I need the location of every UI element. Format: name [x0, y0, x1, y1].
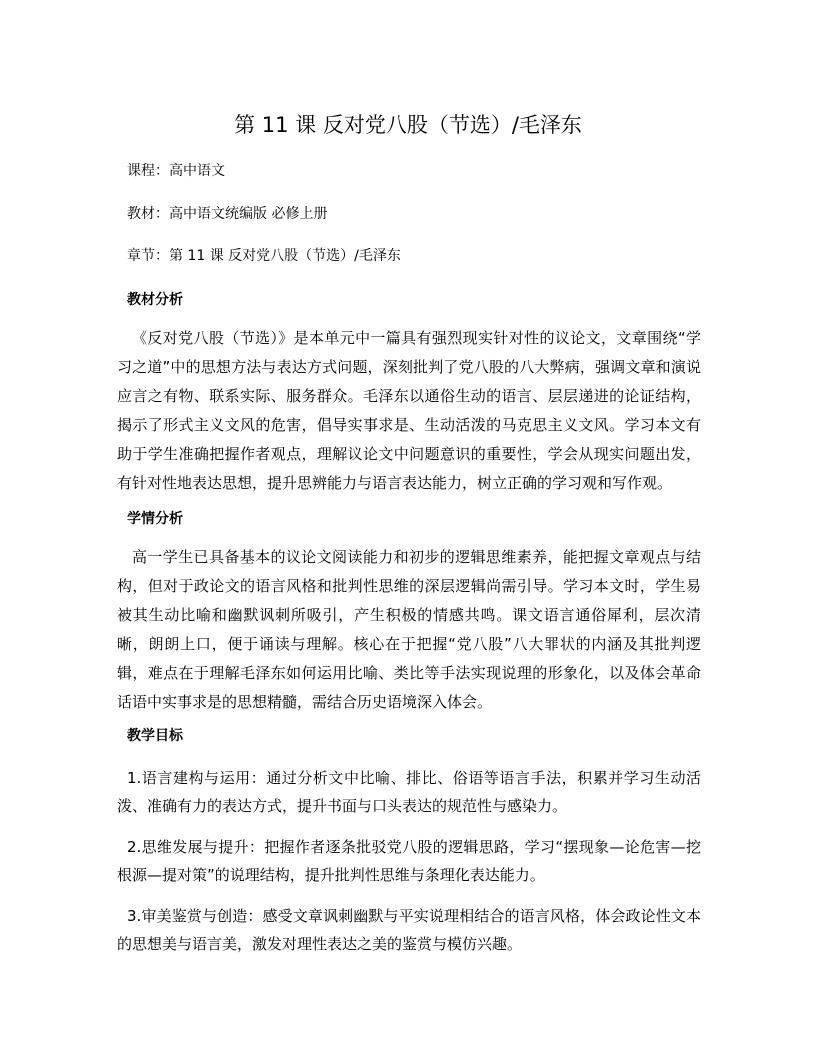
- material-analysis-heading: 教材分析: [127, 292, 183, 308]
- teaching-goal-item: 1.语言建构与运用：通过分析文中比喻、排比、俗语等语言手法，积累并学习生动活泼、准确有力的表达方式，提升书面与口头表达的规范性与感染力。: [117, 769, 701, 815]
- chapter-line: 章节：第 11 课 反对党八股（节选）/毛泽东: [127, 248, 401, 264]
- teaching-goal-item: 2.思维发展与提升：把握作者逐条批驳党八股的逻辑思路，学习“摆现象—论危害—挖根源—提对策”的说理结构，提升批判性思维与条理化表达能力。: [117, 838, 701, 884]
- course-line: 课程：高中语文: [127, 163, 225, 179]
- textbook-line: 教材：高中语文统编版 必修上册: [127, 206, 328, 222]
- teaching-goals-heading: 教学目标: [127, 728, 183, 744]
- student-analysis-heading: 学情分析: [127, 511, 183, 527]
- document-title: 第 11 课 反对党八股（节选）/毛泽东: [234, 113, 582, 137]
- teaching-goal-item: 3.审美鉴赏与创造：感受文章讽刺幽默与平实说理相结合的语言风格，体会政论性文本的思想美与语言美，激发对理性表达之美的鉴赏与模仿兴趣。: [117, 907, 701, 953]
- student-analysis-body: 高一学生已具备基本的议论文阅读能力和初步的逻辑思维素养，能把握文章观点与结构，但对于政论文的语言风格和批判性思维的深层逻辑尚需引导。学习本文时，学生易被其生动比喻和幽默讽刺所吸引，产生积极的情感共鸣。课文语言通俗犀利，层次清晰，朗朗上口，便于诵读与理解。核心在于把握“党八股”八大罪状的内涵及其批判逻辑，难点在于理解毛泽东如何运用比喻、类比等手法实现说理的形象化，以及体会革命话语中实事求是的思想精髓，需结合历史语境深入体会。: [117, 548, 701, 711]
- material-analysis-body: 《反对党八股（节选）》是本单元中一篇具有强烈现实针对性的议论文，文章围绕“学习之道”中的思想方法与表达方式问题，深刻批判了党八股的八大弊病，强调文章和演说应言之有物、联系实际、服务群众。毛泽东以通俗生动的语言、层层递进的论证结构，揭示了形式主义文风的危害，倡导实事求是、生动活泼的马克思主义文风。学习本文有助于学生准确把握作者观点，理解议论文中问题意识的重要性，学会从现实问题出发，有针对性地表达思想，提升思辨能力与语言表达能力，树立正确的学习观和写作观。: [117, 329, 701, 492]
